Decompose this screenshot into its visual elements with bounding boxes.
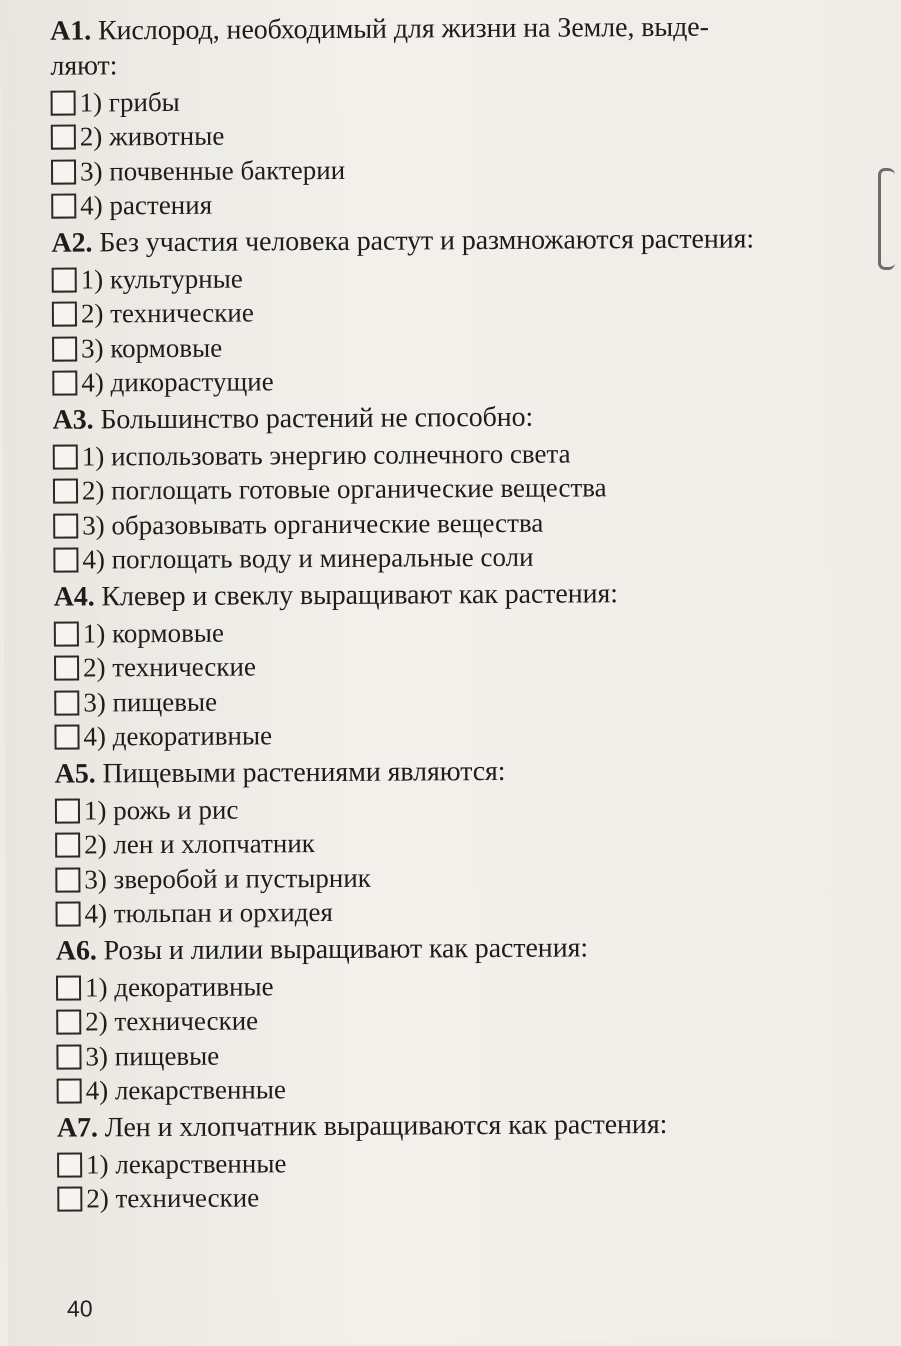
checkbox[interactable] xyxy=(53,479,78,504)
checkbox[interactable] xyxy=(55,833,80,858)
answer-option[interactable]: 3) кормовые xyxy=(52,327,812,366)
answer-option[interactable]: 4) растения xyxy=(51,185,811,224)
question-text: А1. Кислород, необходимый для жизни на Земле, выде- ляют: xyxy=(50,11,709,82)
question-list xyxy=(50,9,817,1219)
question-a3 xyxy=(52,398,813,578)
checkbox[interactable] xyxy=(51,194,76,219)
checkbox[interactable] xyxy=(51,125,76,150)
answer-option[interactable]: 1) использовать энергию солнечного света xyxy=(53,435,813,474)
checkbox[interactable] xyxy=(52,302,77,327)
question-text: А5. Пищевыми растениями являются: xyxy=(54,755,506,790)
answer-option[interactable]: 4) лекарственные xyxy=(57,1070,817,1109)
page-number: 40 xyxy=(66,1295,93,1322)
checkbox[interactable] xyxy=(57,1079,82,1104)
answer-option[interactable]: 1) культурные xyxy=(52,258,812,297)
checkbox[interactable] xyxy=(55,798,80,823)
answer-option[interactable]: 3) пищевые xyxy=(54,681,814,720)
checkbox[interactable] xyxy=(53,513,78,538)
checkbox[interactable] xyxy=(56,1044,81,1069)
checkbox[interactable] xyxy=(57,1187,82,1212)
answer-option[interactable]: 3) пищевые xyxy=(56,1035,816,1074)
answer-option[interactable]: 4) дикорастущие xyxy=(52,362,812,401)
answer-option[interactable]: 3) образовывать органические вещества xyxy=(53,504,813,543)
checkbox[interactable] xyxy=(52,371,77,396)
answer-option[interactable]: 3) почвенные бактерии xyxy=(51,150,811,189)
checkbox[interactable] xyxy=(52,267,77,292)
checkbox[interactable] xyxy=(53,444,78,469)
question-number: А3. xyxy=(52,404,94,436)
answer-option[interactable]: 4) поглощать воду и минеральные соли xyxy=(53,539,813,578)
answer-option[interactable]: 3) зверобой и пустырник xyxy=(55,858,815,897)
question-number: А2. xyxy=(51,227,93,259)
checkbox[interactable] xyxy=(54,725,79,750)
answer-option[interactable]: 4) тюльпан и орхидея xyxy=(55,893,815,932)
question-number: А4. xyxy=(53,581,95,613)
answer-option[interactable]: 2) технические xyxy=(57,1178,817,1217)
checkbox[interactable] xyxy=(56,1010,81,1035)
checkbox[interactable] xyxy=(55,867,80,892)
question-text: А3. Большинство растений не способно: xyxy=(52,401,534,436)
question-a2 xyxy=(51,221,812,401)
answer-option[interactable]: 1) декоративные xyxy=(56,966,816,1005)
answer-option[interactable]: 1) кормовые xyxy=(54,612,814,651)
checkbox[interactable] xyxy=(54,656,79,681)
checkbox[interactable] xyxy=(56,902,81,927)
checkbox[interactable] xyxy=(54,621,79,646)
question-number: А6. xyxy=(55,935,97,967)
question-text: А4. Клевер и свеклу выращивают как растения: xyxy=(53,578,619,613)
question-text: А2. Без участия человека растут и размножаются растения: xyxy=(51,223,755,259)
answer-option[interactable]: 2) технические xyxy=(54,647,814,686)
checkbox[interactable] xyxy=(56,975,81,1000)
answer-option[interactable]: 2) животные xyxy=(51,116,811,155)
question-number: А5. xyxy=(54,758,96,790)
checkbox[interactable] xyxy=(52,336,77,361)
answer-option[interactable]: 2) поглощать готовые органические вещества xyxy=(53,470,813,509)
question-number: А1. xyxy=(50,15,92,47)
question-text: А6. Розы и лилии выращивают как растения: xyxy=(55,932,589,967)
question-a5 xyxy=(55,752,816,932)
answer-option[interactable]: 4) декоративные xyxy=(54,716,814,755)
question-a6 xyxy=(56,929,817,1109)
answer-option[interactable]: 1) рожь и рис xyxy=(55,789,815,828)
binder-clip-icon xyxy=(878,168,895,270)
answer-option[interactable]: 2) технические xyxy=(52,293,812,332)
question-a7 xyxy=(57,1106,818,1217)
answer-option[interactable]: 1) грибы xyxy=(51,81,811,120)
answer-option[interactable]: 2) лен и хлопчатник xyxy=(55,824,815,863)
question-text: А7. Лен и хлопчатник выращиваются как растения: xyxy=(56,1108,668,1144)
checkbox[interactable] xyxy=(51,90,76,115)
answer-option[interactable]: 1) лекарственные xyxy=(57,1143,817,1182)
checkbox[interactable] xyxy=(51,159,76,184)
question-a1 xyxy=(50,9,811,224)
answer-option[interactable]: 2) технические xyxy=(56,1001,816,1040)
question-number: А7. xyxy=(56,1112,98,1144)
checkbox[interactable] xyxy=(54,690,79,715)
checkbox[interactable] xyxy=(57,1152,82,1177)
question-a4 xyxy=(54,575,815,755)
checkbox[interactable] xyxy=(53,548,78,573)
